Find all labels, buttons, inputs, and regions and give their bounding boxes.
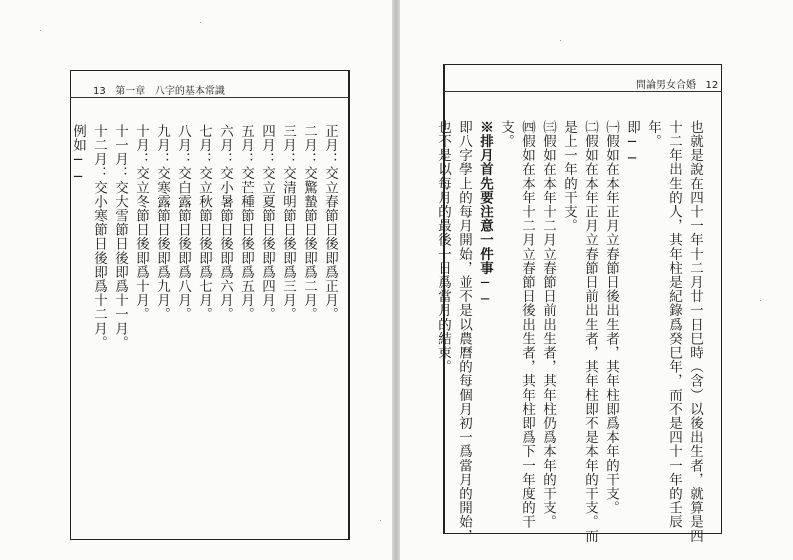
scan-speck — [200, 22, 201, 23]
text-column-2: 十二年出生的人，其年柱是紀錄爲癸巳年，而不是四十一年的壬辰 — [666, 120, 682, 529]
left-page-number: 13 — [93, 86, 106, 97]
scan-speck — [40, 30, 41, 31]
scan-speck — [760, 300, 761, 301]
rule-item-1: ㈠假如在本年正月立春節日後出生者，其年柱即爲本年的干支。 — [603, 120, 619, 515]
month-rule-12: 十二月：交小寒節日後即爲十二月。 — [91, 124, 107, 350]
month-rule-10: 十月：交立冬節日後即爲十月。 — [133, 124, 149, 322]
text-column-13: 也不是以每月的最後一日爲當月的結束。 — [435, 120, 451, 374]
right-page-number: 12 — [705, 80, 719, 91]
month-rule-7: 七月：交立秋節日後即爲七月。 — [196, 124, 212, 322]
left-page-header — [93, 82, 225, 97]
right-page-header — [636, 76, 718, 91]
scan-speck — [380, 520, 381, 521]
book-gutter — [392, 0, 400, 560]
text-column-4: 即── — [624, 120, 640, 168]
month-rule-3: 三月：交清明節日後即爲三月。 — [280, 124, 296, 322]
left-header-rule — [70, 97, 350, 98]
month-rule-11: 十一月：交大雪節日後即爲十一月。 — [112, 124, 128, 350]
month-rule-2: 二月：交驚蟄節日後即爲二月。 — [301, 124, 317, 322]
month-rule-9: 九月：交寒露節日後即爲九月。 — [154, 124, 170, 322]
month-rule-1: 正月：交立春節日後即爲正月。 — [322, 124, 338, 322]
month-rule-8: 八月：交白露節日後即爲八月。 — [175, 124, 191, 322]
rule-item-2: ㈡假如在本年正月立春節日前出生者，其年柱即不是本年的干支。而 — [582, 120, 598, 543]
section-heading: ※排月首先要注意一件事── — [477, 120, 493, 309]
month-rule-5: 五月：交芒種節日後即爲五月。 — [238, 124, 254, 322]
text-column-12: 即八字學上的每月開始，並不是以農曆的每個月初一爲當月的開始， — [456, 120, 472, 543]
example-label: 例如── — [70, 124, 86, 186]
rule-item-4-cont: 支。 — [498, 120, 514, 149]
text-column-3: 年。 — [645, 120, 661, 149]
chapter-title: 八字的基本常識 — [154, 86, 225, 97]
month-rule-4: 四月：交立夏節日後即爲四月。 — [259, 124, 275, 322]
month-rule-6: 六月：交小暑節日後即爲六月。 — [217, 124, 233, 322]
right-header-rule — [443, 91, 722, 92]
scan-speck — [560, 40, 561, 41]
chapter-label: 第一章 — [115, 86, 146, 97]
rule-item-4: ㈣假如在本年十二月立春節日後出生者，其年柱即爲下一年度的干 — [519, 120, 535, 529]
rule-item-2-cont: 是上一年的干支。 — [561, 120, 577, 233]
right-page-title: 問論男女合婚 — [636, 80, 696, 91]
text-column-1: 也就是說在四十一年十二月廿一日巳時（含）以後出生者，就算是四 — [687, 120, 703, 543]
rule-item-3: ㈢假如在本年十二月立春節日前出生者，其年柱仍爲本年的干支。 — [540, 120, 556, 529]
